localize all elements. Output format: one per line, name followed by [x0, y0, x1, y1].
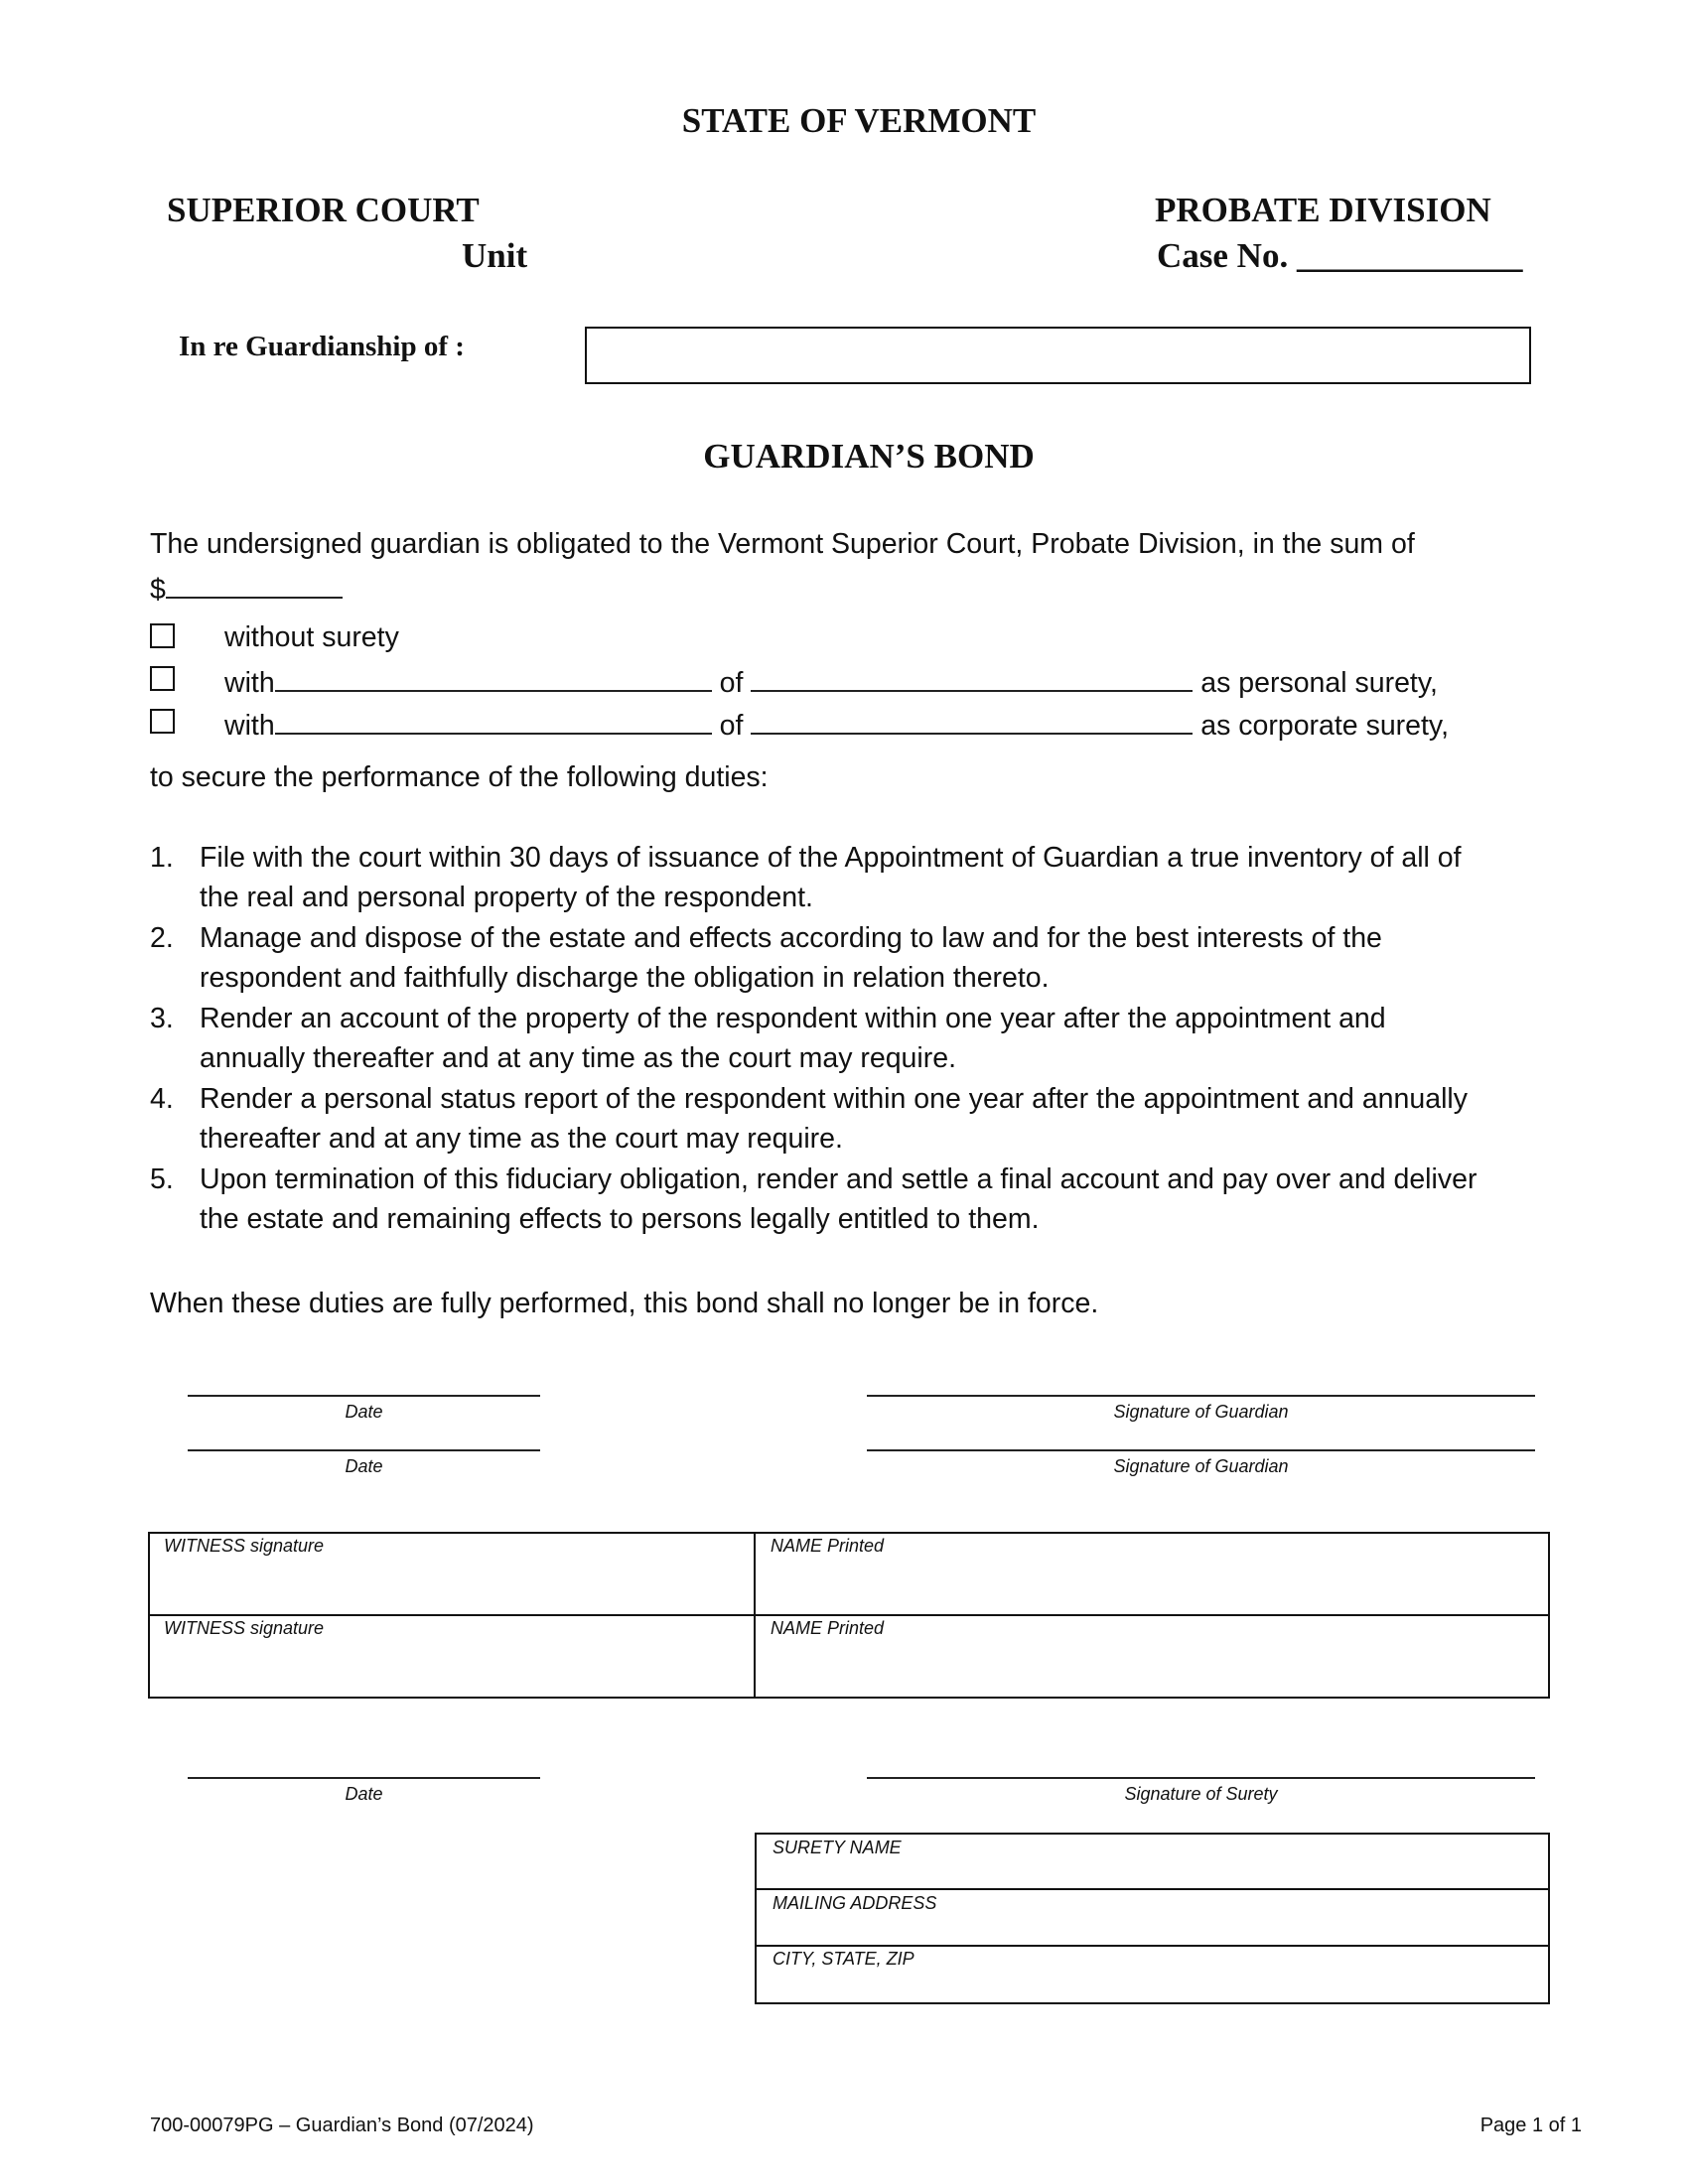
date-line[interactable]: [188, 1777, 540, 1779]
corporate-surety-of-field[interactable]: [751, 703, 1193, 735]
bond-amount-field[interactable]: [166, 567, 343, 599]
personal-surety-checkbox[interactable]: [150, 666, 175, 691]
table-divider: [755, 1945, 1550, 1947]
bond-amount-line: [150, 567, 343, 611]
table-divider: [148, 1614, 1550, 1616]
duty-text: the estate and remaining effects to persons legally entitled to them.: [200, 1203, 1040, 1235]
page-number: Page 1 of 1: [1479, 2115, 1582, 2136]
duty-number: 4.: [150, 1083, 174, 1115]
form-identifier: 700-00079PG – Guardian’s Bond (07/2024): [150, 2115, 534, 2136]
guardianship-name-field[interactable]: [585, 327, 1531, 384]
unit-label: Unit: [462, 236, 528, 275]
duty-text: thereafter and at any time as the court may require.: [200, 1123, 843, 1155]
state-title: STATE OF VERMONT: [681, 101, 1037, 140]
document-title: GUARDIAN’S BOND: [703, 437, 1035, 476]
without-surety-label: without surety: [224, 621, 399, 653]
name-printed-label: NAME Printed: [771, 1618, 885, 1638]
with-label: with: [224, 667, 275, 699]
duty-text: respondent and faithfully discharge the obligation in relation thereto.: [200, 962, 1050, 994]
surety-signature-line[interactable]: [867, 1777, 1535, 1779]
closing-statement: When these duties are fully performed, this bond shall no longer be in force.: [150, 1288, 1099, 1319]
duty-text: File with the court within 30 days of issuance of the Appointment of Guardian a true inventory of all of: [200, 842, 1462, 874]
name-printed-label: NAME Printed: [771, 1536, 885, 1556]
court-name: SUPERIOR COURT: [167, 191, 480, 229]
date-caption: Date: [345, 1456, 383, 1476]
date-caption: Date: [345, 1402, 383, 1422]
of-label: of: [719, 667, 744, 699]
duty-text: Render an account of the property of the respondent within one year after the appointment and: [200, 1003, 1386, 1034]
personal-surety-of-field[interactable]: [751, 660, 1193, 692]
with-label: with: [224, 710, 275, 742]
date-caption: Date: [345, 1784, 383, 1804]
personal-surety-name-field[interactable]: [275, 660, 712, 692]
duty-text: the real and personal property of the respondent.: [200, 882, 813, 913]
corporate-surety-name-field[interactable]: [275, 703, 712, 735]
city-state-zip-label: CITY, STATE, ZIP: [773, 1949, 914, 1969]
corporate-surety-line: [224, 703, 1449, 747]
mailing-address-label: MAILING ADDRESS: [773, 1893, 937, 1913]
duty-text: Manage and dispose of the estate and effects according to law and for the best interests of the: [200, 922, 1382, 954]
currency-symbol: $: [150, 574, 166, 606]
duty-number: 1.: [150, 842, 174, 874]
duty-number: 2.: [150, 922, 174, 954]
witness-signature-label: WITNESS signature: [164, 1536, 325, 1556]
secure-duties-text: to secure the performance of the following duties:: [150, 761, 769, 793]
date-line[interactable]: [188, 1449, 540, 1451]
of-label: of: [719, 710, 744, 742]
duty-number: 5.: [150, 1163, 174, 1195]
guardian-signature-caption: Signature of Guardian: [1113, 1402, 1289, 1422]
corporate-surety-checkbox[interactable]: [150, 709, 175, 734]
corporate-surety-suffix: as corporate surety,: [1200, 710, 1449, 742]
witness-signature-label: WITNESS signature: [164, 1618, 325, 1638]
guardian-signature-line[interactable]: [867, 1449, 1535, 1451]
surety-name-label: SURETY NAME: [773, 1838, 902, 1857]
duty-text: annually thereafter and at any time as the court may require.: [200, 1042, 956, 1074]
division-name: PROBATE DIVISION: [1155, 191, 1491, 229]
guardian-signature-caption: Signature of Guardian: [1113, 1456, 1289, 1476]
personal-surety-line: [224, 660, 1438, 704]
case-number[interactable]: Case No. _____________: [1157, 236, 1523, 275]
duty-text: Upon termination of this fiduciary obligation, render and settle a final account and pay over and deliver: [200, 1163, 1477, 1195]
table-divider: [755, 1888, 1550, 1890]
obligation-intro: The undersigned guardian is obligated to the Vermont Superior Court, Probate Division, in the sum of: [150, 528, 1415, 560]
date-line[interactable]: [188, 1395, 540, 1397]
without-surety-checkbox[interactable]: [150, 623, 175, 648]
guardian-signature-line[interactable]: [867, 1395, 1535, 1397]
guardianship-label: In re Guardianship of :: [179, 331, 465, 362]
personal-surety-suffix: as personal surety,: [1200, 667, 1438, 699]
surety-signature-caption: Signature of Surety: [1124, 1784, 1278, 1804]
duty-text: Render a personal status report of the respondent within one year after the appointment and annually: [200, 1083, 1468, 1115]
duty-number: 3.: [150, 1003, 174, 1034]
